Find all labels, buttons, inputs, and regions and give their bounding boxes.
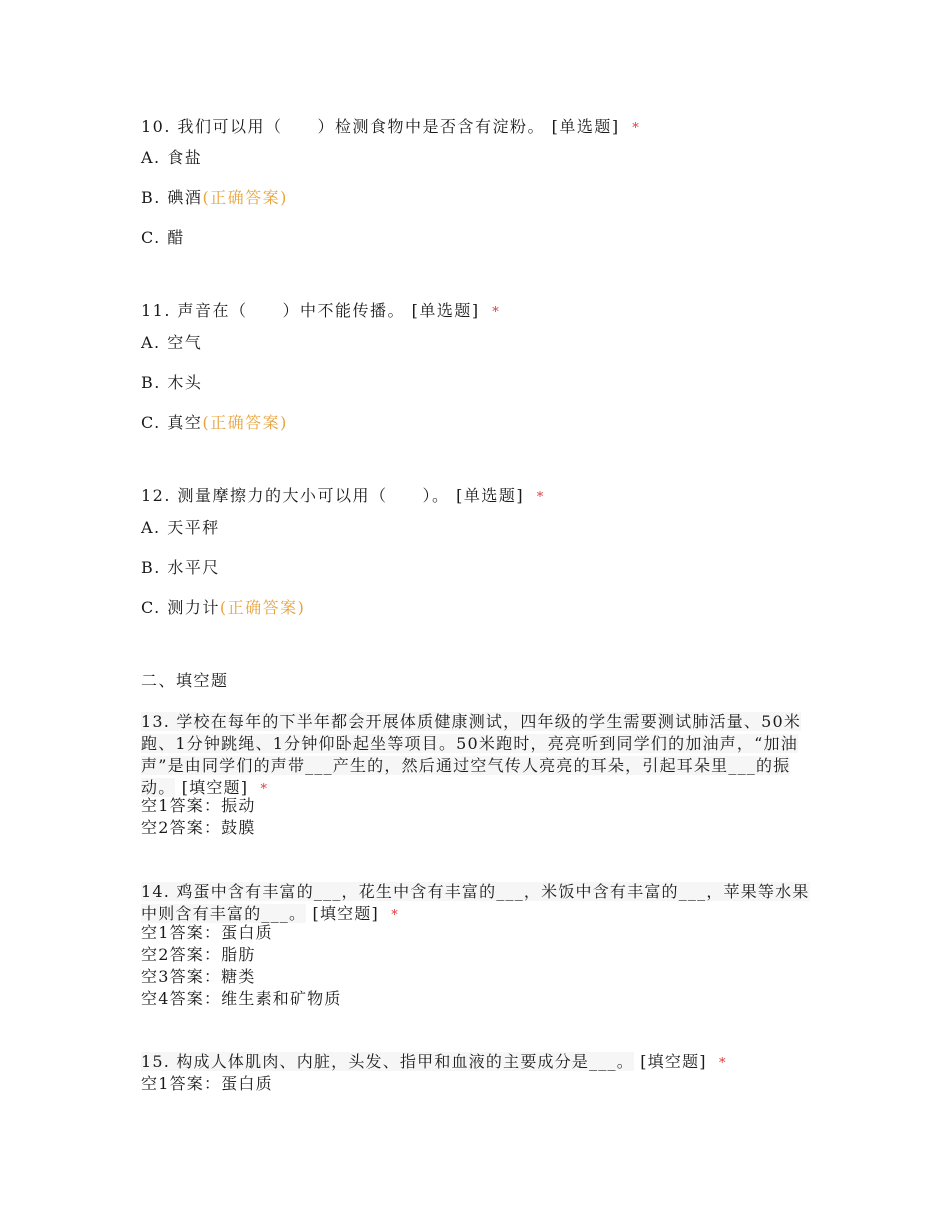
correct-answer-label: (正确答案) xyxy=(219,598,306,617)
required-star-icon: * xyxy=(719,1056,727,1071)
blank-answer-1: 空1答案：振动 xyxy=(141,796,256,815)
blank-answer-1: 空1答案：蛋白质 xyxy=(141,1074,273,1093)
question-14 xyxy=(141,881,813,927)
question-type: [填空题] xyxy=(181,778,249,797)
blank-answer-4: 空4答案：维生素和矿物质 xyxy=(141,989,342,1008)
question-text: 13. 学校在每年的下半年都会开展体质健康测试，四年级的学生需要测试肺活量、50米跑、1分钟跳绳、1分钟仰卧起坐等项目。50米跑时，亮亮听到同学们的加油声，“加油声”是由同学们的声带___产生的，然后通过空气传人亮亮的耳朵，引起耳朵里___的振动。 xyxy=(141,712,802,797)
question-text: 10. 我们可以用（ ）检测食物中是否含有淀粉。 xyxy=(141,117,546,136)
question-11-title xyxy=(141,298,500,321)
question-10-title xyxy=(141,114,640,137)
question-type: [单选题] xyxy=(411,301,480,320)
required-star-icon: * xyxy=(536,490,545,505)
blank-answer-2: 空2答案：鼓膜 xyxy=(141,818,256,837)
blank-answer-1: 空1答案：蛋白质 xyxy=(141,923,273,942)
section-title: 二、填空题 xyxy=(141,671,229,690)
question-text: 12. 测量摩擦力的大小可以用（ ）。 xyxy=(141,486,450,505)
question-12-title xyxy=(141,483,545,506)
required-star-icon: * xyxy=(391,908,399,923)
blank-answer-2: 空2答案：脂肪 xyxy=(141,945,256,964)
question-text: 14. 鸡蛋中含有丰富的___，花生中含有丰富的___，米饭中含有丰富的___，苹果等水果中则含有丰富的___。 xyxy=(141,882,810,923)
option-c: C. 测力计(正确答案) xyxy=(141,598,306,617)
required-star-icon: * xyxy=(632,121,641,136)
correct-answer-label: (正确答案) xyxy=(202,188,288,207)
question-text: 11. 声音在（ ）中不能传播。 xyxy=(141,301,406,320)
question-type: [填空题] xyxy=(312,904,379,923)
option-c: C. 醋 xyxy=(141,228,185,247)
question-15 xyxy=(141,1051,813,1075)
question-type: [填空题] xyxy=(640,1052,707,1071)
option-c: C. 真空(正确答案) xyxy=(141,413,288,432)
required-star-icon: * xyxy=(260,782,269,797)
correct-answer-label: (正确答案) xyxy=(202,413,288,432)
required-star-icon: * xyxy=(492,305,501,320)
option-b: B. 碘酒(正确答案) xyxy=(141,188,288,207)
option-b: B. 水平尺 xyxy=(141,558,220,577)
option-a: A. 天平秤 xyxy=(141,518,220,537)
question-13 xyxy=(141,711,813,801)
option-a: A. 空气 xyxy=(141,333,203,352)
option-a: A. 食盐 xyxy=(141,148,203,167)
question-text: 15. 构成人体肌肉、内脏，头发、指甲和血液的主要成分是___。 xyxy=(141,1052,634,1071)
question-type: [单选题] xyxy=(551,117,620,136)
blank-answer-3: 空3答案：糖类 xyxy=(141,967,256,986)
question-type: [单选题] xyxy=(456,486,525,505)
option-b: B. 木头 xyxy=(141,373,203,392)
